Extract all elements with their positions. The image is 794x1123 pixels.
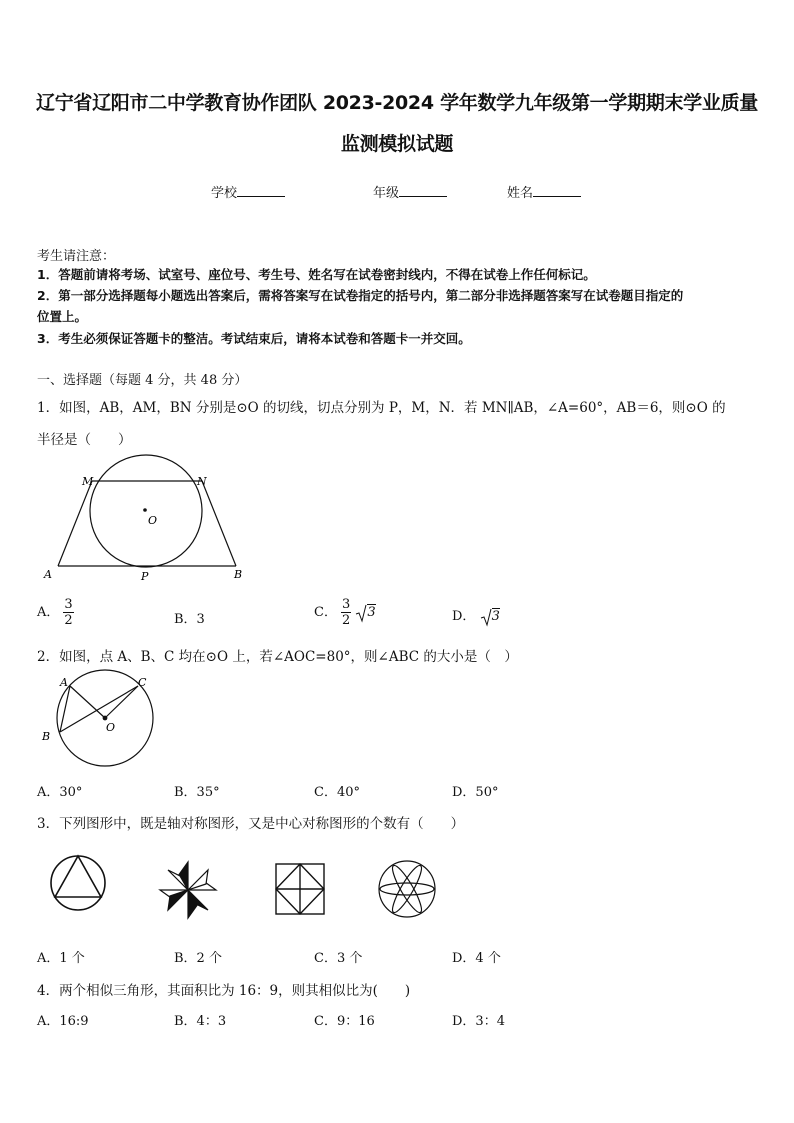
question-3-stem: 3．下列图形中，既是轴对称图形，又是中心对称图形的个数有（ ）: [37, 816, 465, 832]
q1-label-b: B: [234, 568, 243, 581]
q2-option-d[interactable]: D．50°: [452, 785, 499, 800]
question-4-stem: 4．两个相似三角形，其面积比为 16：9，则其相似比为( ): [37, 983, 411, 999]
q1-option-c-radicand: 3: [367, 605, 376, 620]
figure-square-diamond: [276, 864, 324, 914]
q1-label-a: A: [44, 568, 52, 581]
figure-circle-triangle: [51, 856, 105, 910]
q1-option-d-radicand: 3: [491, 609, 500, 624]
grade-label: 年级: [373, 186, 400, 201]
q4-option-a[interactable]: A．16:9: [37, 1014, 89, 1029]
q3-option-b[interactable]: B．2 个: [174, 951, 222, 966]
q4-option-b[interactable]: B．4：3: [174, 1014, 227, 1029]
school-label: 学校: [211, 186, 238, 201]
q1-option-c-label: C．: [314, 605, 337, 620]
q2-option-b[interactable]: B．35°: [174, 785, 220, 800]
q4-option-d[interactable]: D．3：4: [452, 1014, 505, 1029]
q1-option-c-num: 3: [341, 597, 351, 612]
q1-label-o: O: [148, 514, 158, 527]
q2-option-a[interactable]: A．30°: [37, 785, 83, 800]
question-1-stem-cont: 半径是（ ）: [37, 432, 132, 448]
notice-heading: 考生请注意：: [37, 249, 116, 264]
page-title-line2: 监测模拟试题: [340, 133, 454, 155]
q1-label-n: N: [197, 475, 207, 488]
q2-label-b: B: [42, 730, 51, 743]
q1-option-b[interactable]: B．3: [174, 612, 205, 627]
q3-option-a[interactable]: A．1 个: [37, 951, 85, 966]
q4-option-c[interactable]: C．9：16: [314, 1014, 375, 1029]
q2-label-o: O: [106, 721, 116, 734]
q1-label-m: M: [82, 475, 94, 488]
name-label: 姓名: [507, 186, 534, 201]
q2-label-c: C: [138, 676, 147, 689]
notice-item-3: 3．考生必须保证答题卡的整洁。考试结束后，请将本试卷和答题卡一并交回。: [37, 331, 471, 346]
question-1-stem: 1．如图，AB，AM，BN 分别是⊙O 的切线，切点分别为 P，M，N．若 MN∥AB，∠A=60°，AB＝6，则⊙O 的: [37, 400, 726, 416]
page-title-line1: 辽宁省辽阳市二中学教育协作团队 2023-2024 学年数学九年级第一学期期末学业质量: [36, 92, 758, 114]
q1-label-p: P: [141, 570, 149, 583]
figure-pinwheel: [160, 862, 216, 918]
q3-option-c[interactable]: C．3 个: [314, 951, 363, 966]
q1-option-a-den: 2: [64, 613, 73, 628]
notice-item-2: 2．第一部分选择题每小题选出答案后，需将答案写在试卷指定的括号内，第二部分非选择题答案写在试卷题目指定的: [37, 288, 684, 303]
q3-option-d[interactable]: D．4 个: [452, 951, 501, 966]
question-2-stem: 2．如图，点 A、B、C 均在⊙O 上，若∠AOC=80°，则∠ABC 的大小是（ ）: [37, 649, 518, 665]
q2-option-c[interactable]: C．40°: [314, 785, 360, 800]
q2-label-a: A: [60, 676, 68, 689]
figure-circle-petals: [379, 861, 435, 917]
notice-item-1: 1．答题前请将考场、试室号、座位号、考生号、姓名写在试卷密封线内，不得在试卷上作任何标记。: [37, 267, 596, 282]
q1-option-a-label: A．: [37, 605, 60, 620]
q1-option-c-den: 2: [341, 613, 351, 628]
section-heading: 一、选择题（每题 4 分，共 48 分）: [37, 373, 248, 388]
q1-option-a-num: 3: [64, 597, 73, 612]
q1-option-d-label: D．: [452, 609, 476, 624]
notice-item-2-cont: 位置上。: [37, 309, 88, 324]
